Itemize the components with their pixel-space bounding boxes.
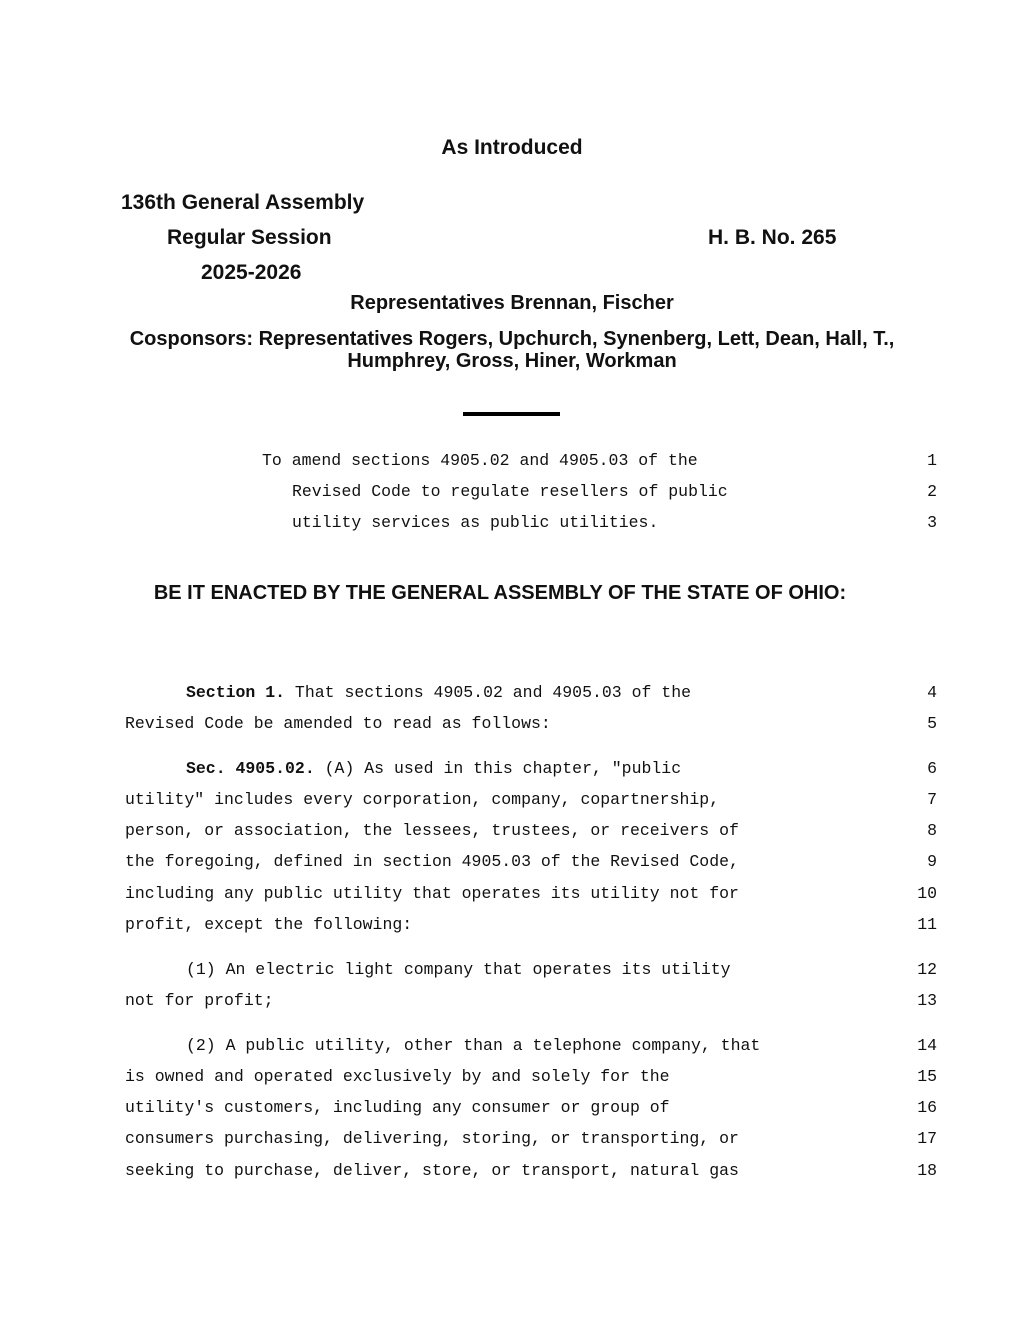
line-number: 10 <box>917 884 937 903</box>
sec-4905-02-line: the foregoing, defined in section 4905.03 of the Revised Code, <box>125 852 739 871</box>
line-number: 11 <box>917 915 937 934</box>
item-2-line: consumers purchasing, delivering, storing, or transporting, or <box>125 1129 739 1148</box>
line-number: 18 <box>917 1161 937 1180</box>
line-number: 2 <box>927 482 937 501</box>
title-line: To amend sections 4905.02 and 4905.03 of the <box>262 451 698 470</box>
line-number: 14 <box>917 1036 937 1055</box>
regular-session: Regular Session <box>167 226 332 249</box>
line-number: 1 <box>927 451 937 470</box>
line-number: 6 <box>927 759 937 778</box>
item-2-line: utility's customers, including any consumer or group of <box>125 1098 670 1117</box>
line-number: 15 <box>917 1067 937 1086</box>
item-2-line: seeking to purchase, deliver, store, or transport, natural gas <box>125 1161 739 1180</box>
line-number: 17 <box>917 1129 937 1148</box>
line-number: 13 <box>917 991 937 1010</box>
section-1-line <box>186 683 691 702</box>
sponsors: Representatives Brennan, Fischer <box>350 292 674 314</box>
sec-4905-02-line: person, or association, the lessees, trustees, or receivers of <box>125 821 739 840</box>
title-line: Revised Code to regulate resellers of public <box>292 482 728 501</box>
section-1-line: Revised Code be amended to read as follows: <box>125 714 551 733</box>
line-number: 3 <box>927 513 937 532</box>
sec-4905-02-label: Sec. 4905.02. <box>186 759 315 778</box>
sec-4905-02-line: including any public utility that operates its utility not for <box>125 884 739 903</box>
bill-number: H. B. No. 265 <box>708 226 837 249</box>
sec-4905-02-line: utility" includes every corporation, company, copartnership, <box>125 790 720 809</box>
section-1-label: Section 1. <box>186 683 286 702</box>
item-2-line: (2) A public utility, other than a telephone company, that <box>186 1036 761 1055</box>
line-number: 5 <box>927 714 937 733</box>
sec-4905-02-text: (A) As used in this chapter, "public <box>314 759 682 778</box>
line-number: 9 <box>927 852 937 871</box>
title-line: utility services as public utilities. <box>292 513 659 532</box>
cosponsors-line-1: Cosponsors: Representatives Rogers, Upchurch, Synenberg, Lett, Dean, Hall, T., <box>129 328 895 350</box>
line-number: 8 <box>927 821 937 840</box>
general-assembly: 136th General Assembly <box>121 191 365 214</box>
line-number: 7 <box>927 790 937 809</box>
item-1-line: not for profit; <box>125 991 274 1010</box>
item-1-line: (1) An electric light company that operates its utility <box>186 960 731 979</box>
session-years: 2025-2026 <box>201 261 302 284</box>
enacting-clause: BE IT ENACTED BY THE GENERAL ASSEMBLY OF THE STATE OF OHIO: <box>153 582 847 604</box>
item-2-line: is owned and operated exclusively by and solely for the <box>125 1067 670 1086</box>
section-1-text: That sections 4905.02 and 4905.03 of the <box>285 683 691 702</box>
bill-status: As Introduced <box>441 136 583 159</box>
header-divider <box>463 412 560 416</box>
sec-4905-02-line: profit, except the following: <box>125 915 413 934</box>
line-number: 4 <box>927 683 937 702</box>
cosponsors-line-2: Humphrey, Gross, Hiner, Workman <box>347 350 677 372</box>
line-number: 16 <box>917 1098 937 1117</box>
line-number: 12 <box>917 960 937 979</box>
sec-4905-02-line <box>186 759 681 778</box>
